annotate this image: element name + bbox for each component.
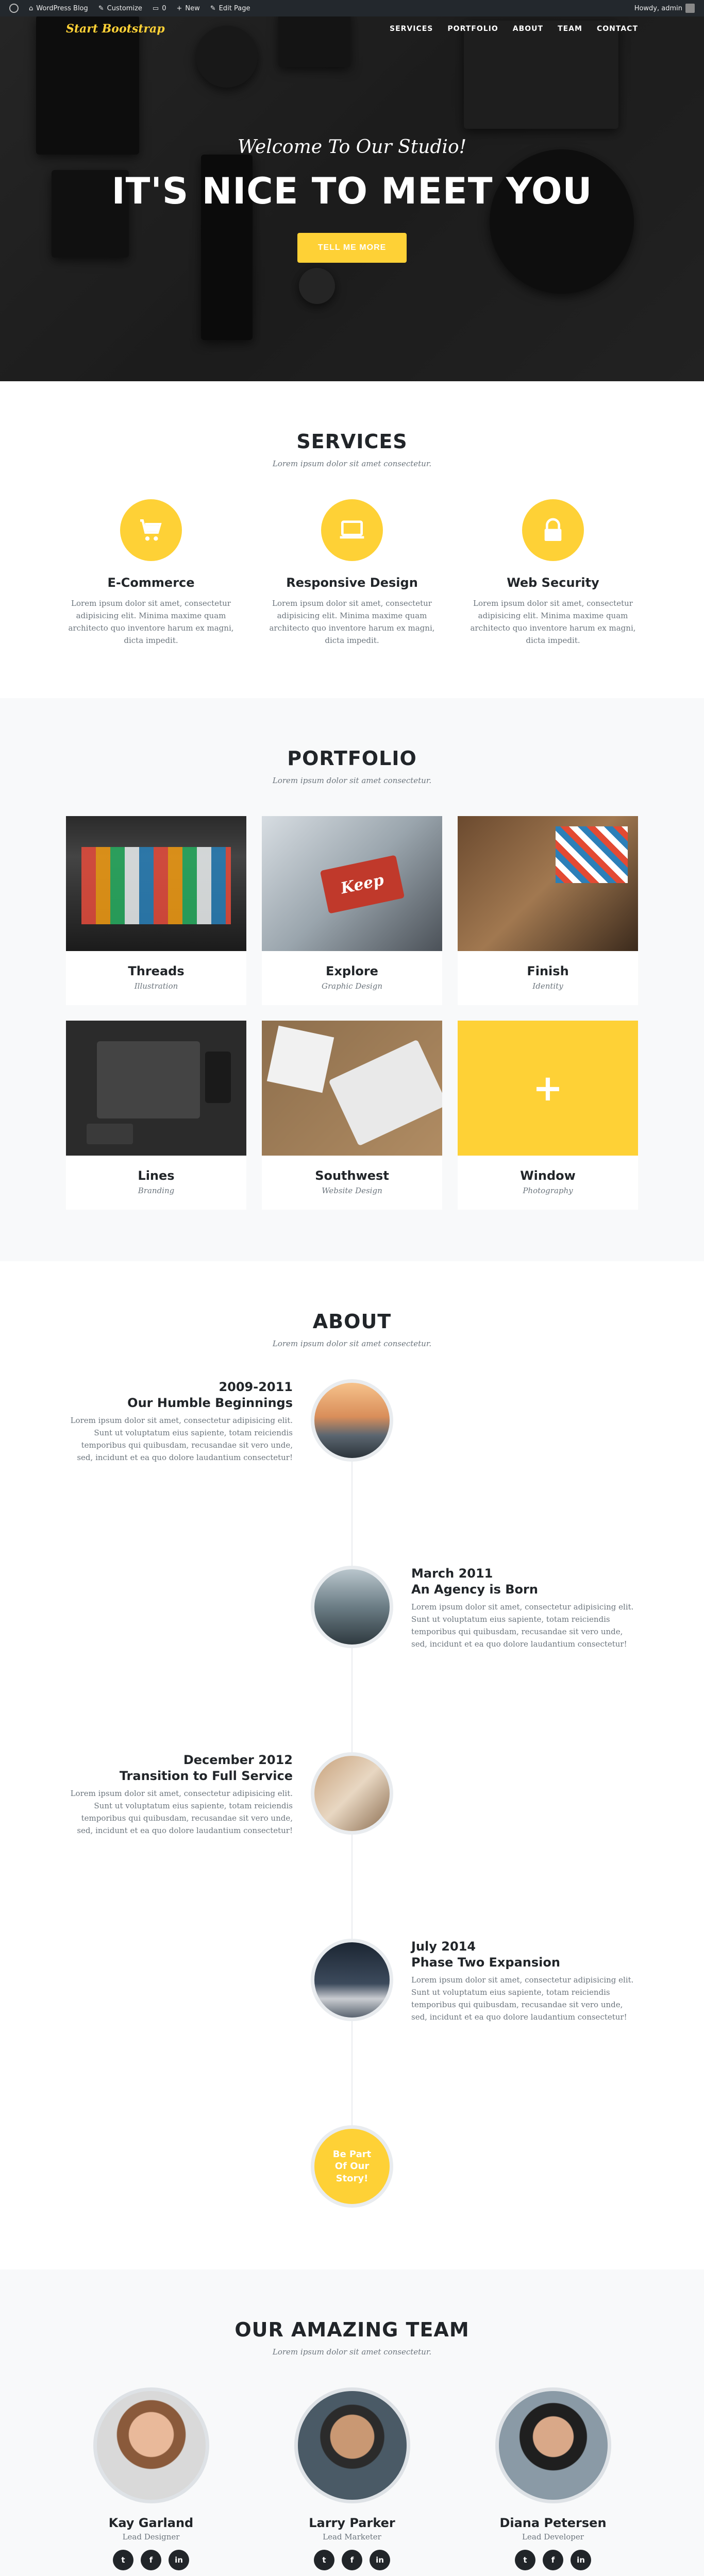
services-section xyxy=(0,381,704,698)
avatar xyxy=(495,2387,611,2503)
portfolio-item-category: Photography xyxy=(523,1186,573,1195)
wordpress-icon xyxy=(9,4,19,13)
portfolio-item-category: Identity xyxy=(532,981,563,991)
timeline-text: Lorem ipsum dolor sit amet, consectetur adipisicing elit. Sunt ut voluptatum eius sapiente, totam reiciendis temporibus qui quibusdam, recusandae sit vero unde, sed, incidunt et ea quo dolore laudantium consectetur! xyxy=(70,1789,293,1836)
tell-me-more-button[interactable]: TELL ME MORE xyxy=(297,233,407,263)
facebook-icon[interactable]: f xyxy=(141,2550,161,2570)
portfolio-item-title: Lines xyxy=(138,1168,175,1183)
plus-icon: + xyxy=(532,1067,563,1109)
timeline-image xyxy=(311,1566,393,1648)
customize-menu[interactable]: ✎ Customize xyxy=(98,4,142,12)
portfolio-grid xyxy=(66,816,638,1210)
service-text: Lorem ipsum dolor sit amet, consectetur adipisicing elit. Minima maxime quam architecto quo inventore harum ex magni, dicta impedit. xyxy=(470,599,636,645)
hero-section xyxy=(0,0,704,381)
keep-sign: Keep xyxy=(320,855,405,913)
lock-icon xyxy=(522,499,584,561)
comment-icon: ▭ xyxy=(152,4,159,12)
portfolio-item-finish[interactable] xyxy=(458,816,638,1005)
comments-menu[interactable]: ▭ 0 xyxy=(152,4,166,12)
service-ecommerce xyxy=(66,499,236,647)
nav-links xyxy=(390,25,638,33)
services-subtitle: Lorem ipsum dolor sit amet consectetur. xyxy=(272,459,432,468)
timeline-date: December 2012 xyxy=(183,1753,293,1767)
timeline-text: Lorem ipsum dolor sit amet, consectetur adipisicing elit. Sunt ut voluptatum eius sapiente, totam reiciendis temporibus qui quibusdam, recusandae sit vero unde, sed, incidunt et ea quo dolore laudantium consectetur! xyxy=(411,1602,634,1649)
pencil-icon: ✎ xyxy=(210,4,216,12)
portfolio-item-category: Illustration xyxy=(134,981,178,991)
linkedin-icon[interactable]: in xyxy=(571,2550,591,2570)
nav-link-services[interactable]: SERVICES xyxy=(390,25,433,33)
member-name: Kay Garland xyxy=(108,2516,194,2530)
member-role: Lead Designer xyxy=(122,2532,180,2541)
timeline-image xyxy=(311,1379,393,1462)
brush-icon: ✎ xyxy=(98,4,104,12)
timeline-item xyxy=(66,1939,638,2125)
portfolio-image xyxy=(66,1021,246,1156)
new-content-menu[interactable]: + New xyxy=(176,4,200,12)
service-security xyxy=(468,499,638,647)
portfolio-image xyxy=(458,816,638,951)
team-member xyxy=(468,2387,638,2570)
portfolio-image xyxy=(458,1021,638,1156)
wp-logo-menu[interactable] xyxy=(4,0,24,16)
main-navbar xyxy=(0,16,704,41)
timeline-item xyxy=(66,2125,638,2208)
user-menu[interactable]: Howdy, admin xyxy=(629,0,700,16)
team-subtitle: Lorem ipsum dolor sit amet consectetur. xyxy=(272,2347,432,2357)
team-member xyxy=(66,2387,236,2570)
hero-heading: IT'S NICE TO MEET YOU xyxy=(111,170,593,212)
timeline-date: July 2014 xyxy=(411,1939,476,1954)
timeline-image xyxy=(311,1939,393,2021)
timeline-item xyxy=(66,1379,638,1566)
member-role: Lead Marketer xyxy=(323,2532,381,2541)
nav-link-team[interactable]: TEAM xyxy=(558,25,582,33)
portfolio-item-threads[interactable] xyxy=(66,816,246,1005)
hero-subheading: Welcome To Our Studio! xyxy=(237,137,467,158)
team-list xyxy=(66,2387,638,2570)
be-part-of-our-story[interactable]: Be Part Of Our Story! xyxy=(311,2125,393,2208)
linkedin-icon[interactable]: in xyxy=(169,2550,189,2570)
timeline-heading: Transition to Full Service xyxy=(119,1769,293,1784)
service-title: Web Security xyxy=(507,575,599,590)
service-title: E-Commerce xyxy=(107,575,195,590)
portfolio-item-title: Explore xyxy=(326,964,378,978)
nav-link-about[interactable]: ABOUT xyxy=(512,25,544,33)
cart-icon xyxy=(120,499,182,561)
timeline-text: Lorem ipsum dolor sit amet, consectetur adipisicing elit. Sunt ut voluptatum eius sapiente, totam reiciendis temporibus qui quibusdam, recusandae sit vero unde, sed, incidunt et ea quo dolore laudantium consectetur! xyxy=(411,1975,634,2022)
portfolio-item-category: Website Design xyxy=(322,1186,382,1195)
timeline-heading: An Agency is Born xyxy=(411,1582,538,1597)
twitter-icon[interactable]: t xyxy=(113,2550,133,2570)
team-member xyxy=(267,2387,437,2570)
timeline xyxy=(66,1379,638,2208)
portfolio-image xyxy=(262,816,442,951)
services-title: SERVICES xyxy=(296,430,408,453)
service-text: Lorem ipsum dolor sit amet, consectetur adipisicing elit. Minima maxime quam architecto quo inventore harum ex magni, dicta impedit. xyxy=(68,599,234,645)
member-name: Larry Parker xyxy=(309,2516,395,2530)
member-name: Diana Petersen xyxy=(499,2516,607,2530)
portfolio-item-category: Branding xyxy=(138,1186,175,1195)
avatar xyxy=(294,2387,410,2503)
timeline-date: 2009-2011 xyxy=(219,1380,293,1394)
portfolio-item-lines[interactable] xyxy=(66,1021,246,1210)
portfolio-item-explore[interactable] xyxy=(262,816,442,1005)
timeline-heading: Our Humble Beginnings xyxy=(127,1396,293,1411)
service-responsive xyxy=(267,499,437,647)
service-title: Responsive Design xyxy=(286,575,418,590)
avatar xyxy=(685,4,695,13)
portfolio-item-title: Threads xyxy=(128,964,185,978)
plus-icon: + xyxy=(176,4,182,12)
portfolio-image xyxy=(262,1021,442,1156)
nav-link-portfolio[interactable]: PORTFOLIO xyxy=(447,25,498,33)
twitter-icon[interactable]: t xyxy=(515,2550,535,2570)
services-list xyxy=(66,499,638,647)
twitter-icon[interactable]: t xyxy=(314,2550,334,2570)
linkedin-icon[interactable]: in xyxy=(370,2550,390,2570)
facebook-icon[interactable]: f xyxy=(543,2550,563,2570)
timeline-item xyxy=(66,1752,638,1939)
edit-page-menu[interactable]: ✎ Edit Page xyxy=(210,4,250,12)
wp-admin-bar xyxy=(0,0,704,16)
member-role: Lead Developer xyxy=(522,2532,584,2541)
portfolio-subtitle: Lorem ipsum dolor sit amet consectetur. xyxy=(272,776,432,785)
timeline-date: March 2011 xyxy=(411,1566,493,1581)
home-icon: ⌂ xyxy=(29,4,33,12)
portfolio-item-window[interactable] xyxy=(458,1021,638,1210)
hero-content xyxy=(0,137,704,263)
portfolio-item-southwest[interactable] xyxy=(262,1021,442,1210)
service-text: Lorem ipsum dolor sit amet, consectetur adipisicing elit. Minima maxime quam architecto quo inventore harum ex magni, dicta impedit. xyxy=(269,599,435,645)
timeline-text: Lorem ipsum dolor sit amet, consectetur adipisicing elit. Sunt ut voluptatum eius sapiente, totam reiciendis temporibus qui quibusdam, recusandae sit vero unde, sed, incidunt et ea quo dolore laudantium consectetur! xyxy=(70,1416,293,1463)
laptop-icon xyxy=(321,499,383,561)
avatar xyxy=(93,2387,209,2503)
timeline-heading: Phase Two Expansion xyxy=(411,1955,560,1970)
brand-logo[interactable]: Start Bootstrap xyxy=(66,22,165,36)
about-title: ABOUT xyxy=(312,1310,392,1333)
timeline-image xyxy=(311,1752,393,1835)
nav-link-contact[interactable]: CONTACT xyxy=(596,25,638,33)
portfolio-image xyxy=(66,816,246,951)
portfolio-item-title: Window xyxy=(520,1168,576,1183)
portfolio-item-category: Graphic Design xyxy=(322,981,382,991)
portfolio-item-title: Southwest xyxy=(315,1168,389,1183)
timeline-item xyxy=(66,1566,638,1752)
portfolio-section xyxy=(0,698,704,1261)
about-section xyxy=(0,1261,704,2269)
site-name-menu[interactable]: ⌂ WordPress Blog xyxy=(29,4,88,12)
team-section xyxy=(0,2269,704,2576)
team-title: OUR AMAZING TEAM xyxy=(234,2318,470,2341)
portfolio-item-title: Finish xyxy=(527,964,569,978)
facebook-icon[interactable]: f xyxy=(342,2550,362,2570)
about-subtitle: Lorem ipsum dolor sit amet consectetur. xyxy=(272,1339,432,1348)
portfolio-title: PORTFOLIO xyxy=(287,747,417,770)
